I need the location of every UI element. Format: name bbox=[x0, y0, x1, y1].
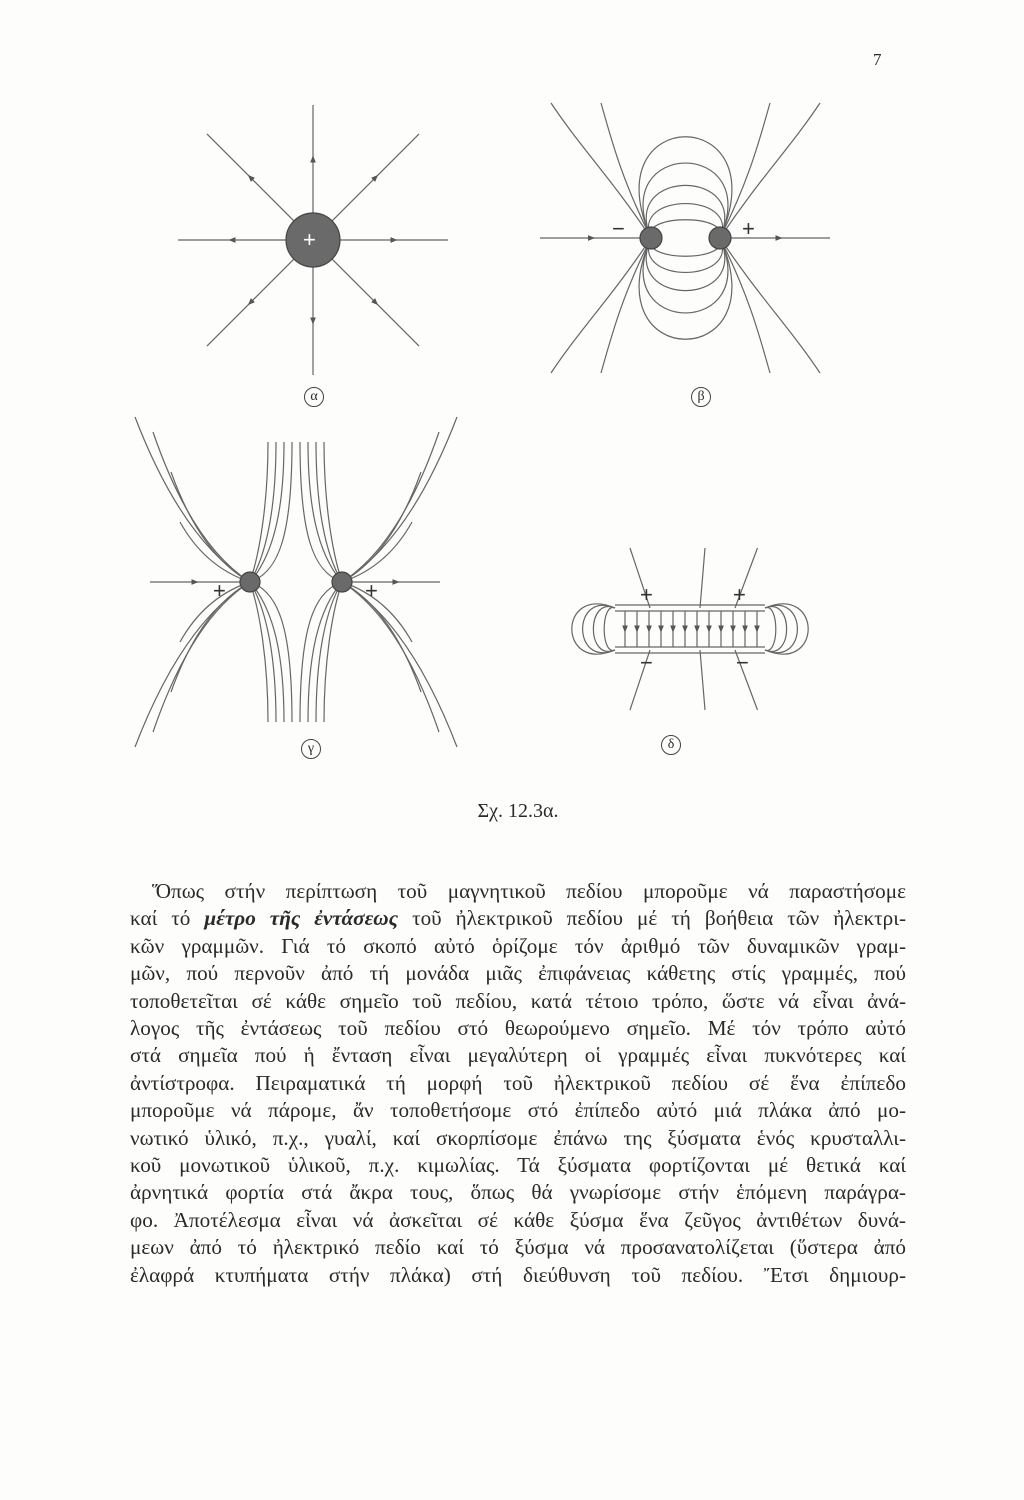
text-segment: τοῦ ἠλεκτρικοῦ πεδίου μέ τή βοήθεια τῶν ἠλεκτρι- bbox=[398, 906, 906, 931]
field-line bbox=[308, 442, 342, 582]
field-line bbox=[720, 103, 820, 241]
dipole-diagram bbox=[540, 103, 830, 373]
plus-sign: + bbox=[303, 227, 316, 252]
text-line: ἀρνητικά φορτία στά ἄκρα τους, ὅπως θά γνωρίσομε στήν ἑπόμενη παράγρα- bbox=[130, 1180, 906, 1205]
field-line bbox=[250, 582, 268, 722]
field-line bbox=[135, 417, 250, 582]
field-line bbox=[700, 548, 705, 608]
field-line bbox=[250, 442, 284, 582]
field-line bbox=[342, 417, 457, 582]
text-segment: καί τό bbox=[130, 906, 205, 931]
field-line bbox=[643, 238, 728, 313]
plus-sign: + bbox=[742, 216, 755, 241]
field-line bbox=[316, 582, 342, 722]
text-line: στά σημεῖα πού ἡ ἔνταση εἶναι μεγαλύτερη οἱ γραμμές εἶναι πυκνότερες καί bbox=[130, 1043, 906, 1068]
minus-sign: − bbox=[736, 650, 749, 675]
field-line bbox=[639, 137, 732, 238]
field-line bbox=[720, 238, 820, 373]
text-line: μῶν, πού περνοῦν ἀπό τή μονάδα μιᾶς ἐπιφάνειας κάθετης στίς γραμμές, πού bbox=[130, 961, 906, 986]
positive-charge bbox=[709, 227, 731, 249]
field-line bbox=[332, 259, 419, 346]
label-delta: δ bbox=[661, 735, 681, 755]
field-line bbox=[207, 259, 294, 346]
field-line bbox=[324, 442, 342, 582]
text-line: νωτικό ὑλικό, π.χ., γυαλί, καί σκορπίσομε ἐπάνω της ξύσματα ἑνός κρυσταλλι- bbox=[130, 1125, 906, 1150]
text-line: τοποθετεῖται σέ κάθε σημεῖο τοῦ πεδίου, κατά τέτοιο τρόπο, ὥστε νά εἶναι ἀνά- bbox=[130, 988, 906, 1013]
field-line bbox=[135, 578, 250, 747]
field-line bbox=[765, 605, 797, 652]
text-line: κῶν γραμμῶν. Γιά τό σκοπό αὐτό ὁρίζομε τόν ἀριθμό τῶν δυναμικῶν γραμ- bbox=[130, 933, 906, 958]
field-line bbox=[639, 238, 732, 339]
plus-sign: + bbox=[733, 582, 746, 607]
plus-sign: + bbox=[640, 582, 653, 607]
field-line bbox=[207, 134, 294, 221]
positive-charge bbox=[332, 572, 352, 592]
label-beta: β bbox=[691, 387, 711, 407]
field-line bbox=[250, 442, 268, 582]
field-line bbox=[324, 582, 342, 722]
field-line bbox=[342, 432, 439, 582]
label-gamma: γ bbox=[301, 739, 321, 759]
field-line bbox=[250, 582, 284, 722]
plus-sign: + bbox=[365, 578, 378, 603]
field-line bbox=[551, 103, 651, 241]
negative-charge bbox=[640, 227, 662, 249]
like-charges-diagram bbox=[135, 417, 457, 747]
field-line bbox=[308, 582, 342, 722]
label-alpha: α bbox=[304, 387, 324, 407]
field-line bbox=[643, 163, 728, 238]
text-line: φο. Ἀποτέλεσμα εἶναι νά ἀσκεῖται σέ κάθε ξύσμα ἕνα ζεῦγος ἀντιθέτων δυνά- bbox=[130, 1207, 906, 1232]
field-line bbox=[700, 650, 705, 710]
field-line bbox=[342, 578, 457, 747]
text-line: μποροῦμε νά πάρομε, ἄν τοποθετήσομε στό ἐπίπεδο αὐτό μιά πλάκα ἀπό μο- bbox=[130, 1098, 906, 1123]
capacitor-diagram bbox=[572, 548, 808, 710]
text-line: κοῦ μονωτικοῦ ὑλικοῦ, π.χ. κιμωλίας. Τά ξύσματα φορτίζονται μέ θετικά καί bbox=[130, 1153, 906, 1178]
positive-charge bbox=[240, 572, 260, 592]
field-line bbox=[332, 134, 419, 221]
field-line bbox=[765, 608, 776, 651]
field-line bbox=[342, 578, 439, 732]
figure-caption: Σχ. 12.3α. bbox=[477, 800, 559, 822]
field-line bbox=[250, 582, 276, 722]
field-line bbox=[250, 442, 276, 582]
emphasized-term: μέτρο τῆς ἐντάσεως bbox=[204, 906, 399, 931]
minus-sign: − bbox=[612, 216, 625, 241]
page-number: 7 bbox=[873, 50, 882, 69]
field-line bbox=[583, 605, 615, 652]
text-line: ἀντίστροφα. Πειραματικά τή μορφή τοῦ ἠλεκτρικοῦ πεδίου σέ ἕνα ἐπίπεδο bbox=[130, 1070, 906, 1095]
field-line bbox=[153, 578, 250, 732]
body-text bbox=[130, 878, 906, 1289]
text-line bbox=[130, 905, 906, 932]
field-line bbox=[604, 608, 615, 651]
minus-sign: − bbox=[640, 650, 653, 675]
text-line: ἐλαφρά κτυπήματα στήν πλάκα) στή διεύθυνση τοῦ πεδίου. Ἔτσι δημιουρ- bbox=[130, 1262, 906, 1287]
text-line: μεων ἀπό τό ἠλεκτρικό πεδίο καί τό ξύσμα νά προσανατολίζεται (ὕστερα ἀπό bbox=[130, 1235, 906, 1260]
plus-sign: + bbox=[213, 578, 226, 603]
text-line: λογος τῆς ἐντάσεως τοῦ πεδίου στό θεωρούμενο σημεῖο. Μέ τόν τρόπο αὐτό bbox=[130, 1016, 906, 1041]
text-line: Ὅπως στήν περίπτωση τοῦ μαγνητικοῦ πεδίου μποροῦμε νά παραστήσομε bbox=[152, 879, 906, 903]
field-line bbox=[153, 432, 250, 582]
field-line bbox=[551, 238, 651, 373]
field-line bbox=[316, 442, 342, 582]
